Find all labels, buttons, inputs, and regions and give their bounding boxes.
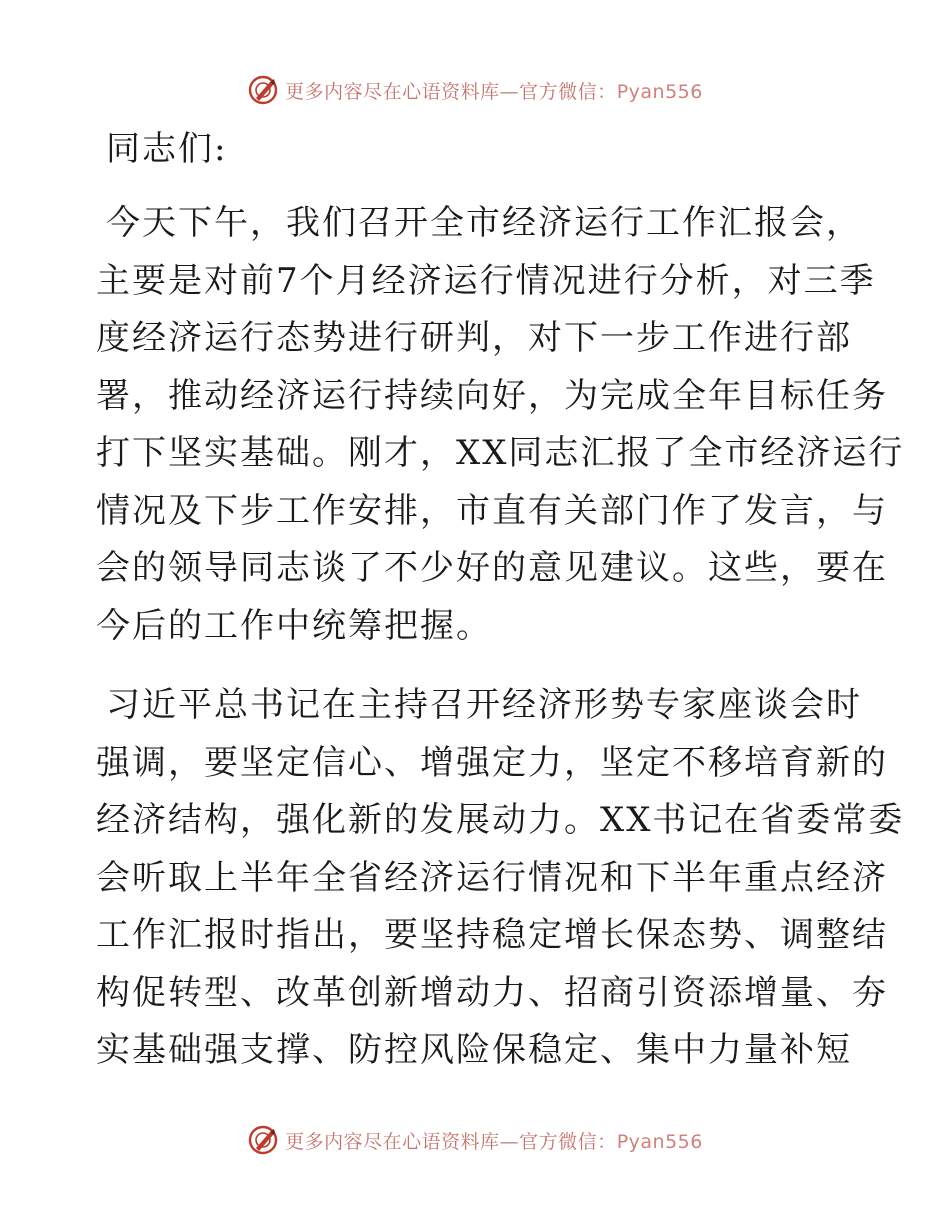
brand-logo-icon xyxy=(247,1124,279,1156)
document-body xyxy=(96,127,905,1102)
paragraph-line: 实基础强支撑、防控风险保稳定、集中力量补短 xyxy=(96,1030,852,1070)
paragraph-line: 情况及下步工作安排，市直有关部门作了发言，与 xyxy=(96,490,888,531)
paragraph-1 xyxy=(96,195,905,655)
watermark-official-label: 官方微信： xyxy=(519,80,617,103)
paragraph-line: 打下坚实基础。刚才，XX同志汇报了全市经济运行 xyxy=(96,433,905,473)
header-watermark xyxy=(0,70,950,110)
paragraph-line: 度经济运行态势进行研判，对下一步工作进行部 xyxy=(96,318,852,358)
paragraph-line: 工作汇报时指出，要坚持稳定增长保态势、调整结 xyxy=(96,915,888,955)
watermark-wechat-id: Pyan556 xyxy=(616,1130,703,1153)
paragraph-2 xyxy=(96,677,905,1080)
paragraph-line: 会的领导同志谈了不少好的意见建议。这些，要在 xyxy=(96,548,888,588)
footer-watermark xyxy=(0,1120,950,1160)
paragraph-line: 今天下午，我们召开全市经济运行工作汇报会， xyxy=(106,203,862,243)
paragraph-line: 习近平总书记在主持召开经济形势专家座谈会时 xyxy=(106,685,862,725)
paragraph-line: 会听取上半年全省经济运行情况和下半年重点经济 xyxy=(96,857,888,898)
watermark-text xyxy=(285,77,703,104)
watermark-separator: — xyxy=(499,80,520,103)
paragraph-line: 主要是对前7个月经济运行情况进行分析，对三季 xyxy=(96,260,876,301)
watermark-text xyxy=(285,1127,703,1154)
brand-logo-icon xyxy=(247,74,279,106)
paragraph-line: 强调，要坚定信心、增强定力，坚定不移培育新的 xyxy=(96,742,888,783)
paragraph-line: 构促转型、改革创新增动力、招商引资添增量、夯 xyxy=(96,972,888,1013)
watermark-separator: — xyxy=(499,1130,520,1153)
watermark-brand: 更多内容尽在心语资料库 xyxy=(285,1130,500,1153)
watermark-brand: 更多内容尽在心语资料库 xyxy=(285,80,500,103)
salutation: 同志们: xyxy=(106,129,228,169)
watermark-wechat-id: Pyan556 xyxy=(616,80,703,103)
paragraph-line: 今后的工作中统筹把握。 xyxy=(96,605,492,646)
paragraph-line: 署，推动经济运行持续向好，为完成全年目标任务 xyxy=(96,375,888,416)
watermark-official-label: 官方微信： xyxy=(519,1130,617,1153)
paragraph-line: 经济结构，强化新的发展动力。XX书记在省委常委 xyxy=(96,800,905,840)
